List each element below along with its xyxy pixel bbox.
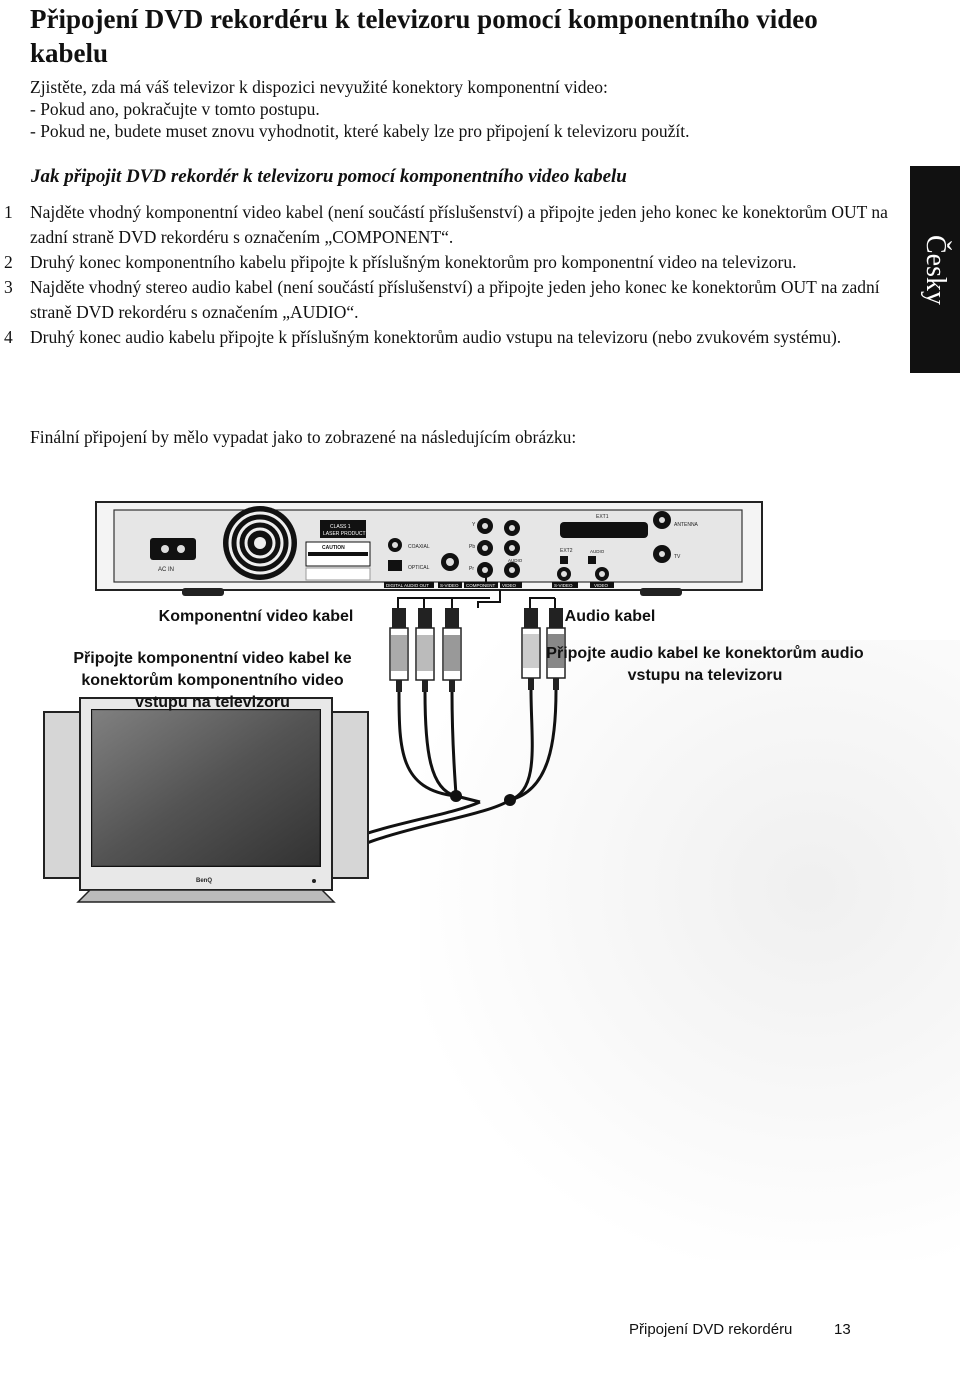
step-2: [0, 250, 900, 275]
step-number: 1: [4, 202, 13, 222]
svg-text:ANTENNA: ANTENNA: [674, 522, 698, 528]
svg-text:EXT1: EXT1: [596, 514, 609, 520]
tv-stand: [78, 890, 334, 902]
steps-list: [0, 200, 900, 350]
svg-text:S-VIDEO: S-VIDEO: [554, 583, 573, 588]
svg-text:DIGITAL AUDIO OUT: DIGITAL AUDIO OUT: [386, 583, 430, 588]
svg-text:Pr: Pr: [469, 566, 474, 572]
footer-section: Připojení DVD rekordéru: [629, 1321, 793, 1338]
intro-bullet-no: - Pokud ne, budete muset znovu vyhodnotit, které kabely lze pro připojení k televizoru použít.: [30, 121, 690, 141]
component-out-jacks: [469, 518, 493, 578]
step-1: [0, 200, 900, 250]
footer-page-number: 13: [834, 1321, 851, 1338]
step-number: 4: [4, 327, 13, 347]
svg-text:LASER PRODUCT: LASER PRODUCT: [323, 531, 366, 537]
cable-joint-audio: [504, 794, 516, 806]
page-title: Připojení DVD rekordéru k televizoru pomocí komponentního video kabelu: [30, 4, 818, 68]
intro: [30, 76, 690, 142]
plug-component-pr: [443, 608, 461, 692]
plug-component-y: [390, 608, 408, 692]
svg-text:TV: TV: [674, 554, 681, 560]
svg-text:COMPONENT: COMPONENT: [466, 583, 496, 588]
label-component-cable: Komponentní video kabel: [158, 608, 354, 625]
plug-audio-left: [522, 608, 540, 690]
television: [44, 698, 368, 902]
tv-power-led: [312, 879, 316, 883]
step-number: 3: [4, 277, 13, 297]
svg-text:CLASS 1: CLASS 1: [330, 524, 351, 530]
dvd-recorder-back-panel: [96, 502, 762, 596]
note-audio: Připojte audio kabel ke konektorům audio vstupu na televizoru: [546, 645, 864, 684]
svg-text:COAXIAL: COAXIAL: [408, 544, 430, 550]
svg-text:S-VIDEO: S-VIDEO: [440, 583, 459, 588]
svg-text:VIDEO: VIDEO: [502, 583, 517, 588]
svg-text:CAUTION: CAUTION: [322, 545, 345, 551]
final-note: Finální připojení by mělo vypadat jako to zobrazené na následujícím obrázku:: [30, 427, 577, 447]
svg-text:EXT2: EXT2: [560, 548, 573, 554]
foot-right: [640, 588, 682, 596]
svg-text:AUDIO: AUDIO: [590, 549, 605, 554]
note-component: Připojte komponentní video kabel ke konektorům komponentního video vstupu na televizoru: [73, 650, 352, 711]
intro-bullet-yes: - Pokud ano, pokračujte v tomto postupu.: [30, 99, 320, 119]
ac-in-socket: [150, 538, 196, 560]
label-audio-cable: Audio kabel: [564, 608, 656, 625]
foot-left: [182, 588, 224, 596]
tv-speaker-left: [44, 712, 84, 878]
tv-brand-logo: BenQ: [196, 878, 213, 884]
step-4: [0, 325, 900, 350]
language-tab-label: Česky: [920, 234, 951, 305]
subheading: Jak připojit DVD rekordér k televizoru pomocí komponentního video kabelu: [31, 166, 627, 187]
step-text: Najděte vhodný stereo audio kabel (není součástí příslušenství) a připojte jeden jeho konec ke konektorům OUT na zadní straně DVD rekordéru s označením „AUDIO“.: [30, 277, 880, 322]
step-text: Druhý konec komponentního kabelu připojte k příslušným konektorům pro komponentní video na televizoru.: [30, 252, 797, 272]
component-plugs: [390, 608, 461, 692]
svg-text:VIDEO: VIDEO: [594, 583, 609, 588]
step-number: 2: [4, 252, 13, 272]
ac-in-label: AC IN: [158, 567, 175, 573]
step-text: Druhý konec audio kabelu připojte k příslušným konektorům audio vstupu na televizoru (nebo zvukovém systému).: [30, 327, 842, 347]
cable-joint-component: [450, 790, 462, 802]
intro-line: Zjistěte, zda má váš televizor k dispozici nevyužité konektory komponentní video:: [30, 77, 608, 97]
language-tab: [910, 166, 960, 373]
svg-text:AUDIO: AUDIO: [508, 558, 523, 563]
step-3: [0, 275, 900, 325]
svg-text:Pb: Pb: [469, 544, 476, 550]
step-text: Najděte vhodný komponentní video kabel (není součástí příslušenství) a připojte jeden jeho konec ke konektorům OUT na zadní straně DVD rekordéru s označením „COMPONENT“.: [30, 202, 888, 247]
svg-text:Y: Y: [472, 522, 476, 528]
connection-diagram: [0, 490, 960, 910]
tv-speaker-right: [328, 712, 368, 878]
plug-component-pb: [416, 608, 434, 692]
svg-text:OPTICAL: OPTICAL: [408, 565, 430, 571]
fan-grille: [223, 506, 297, 580]
